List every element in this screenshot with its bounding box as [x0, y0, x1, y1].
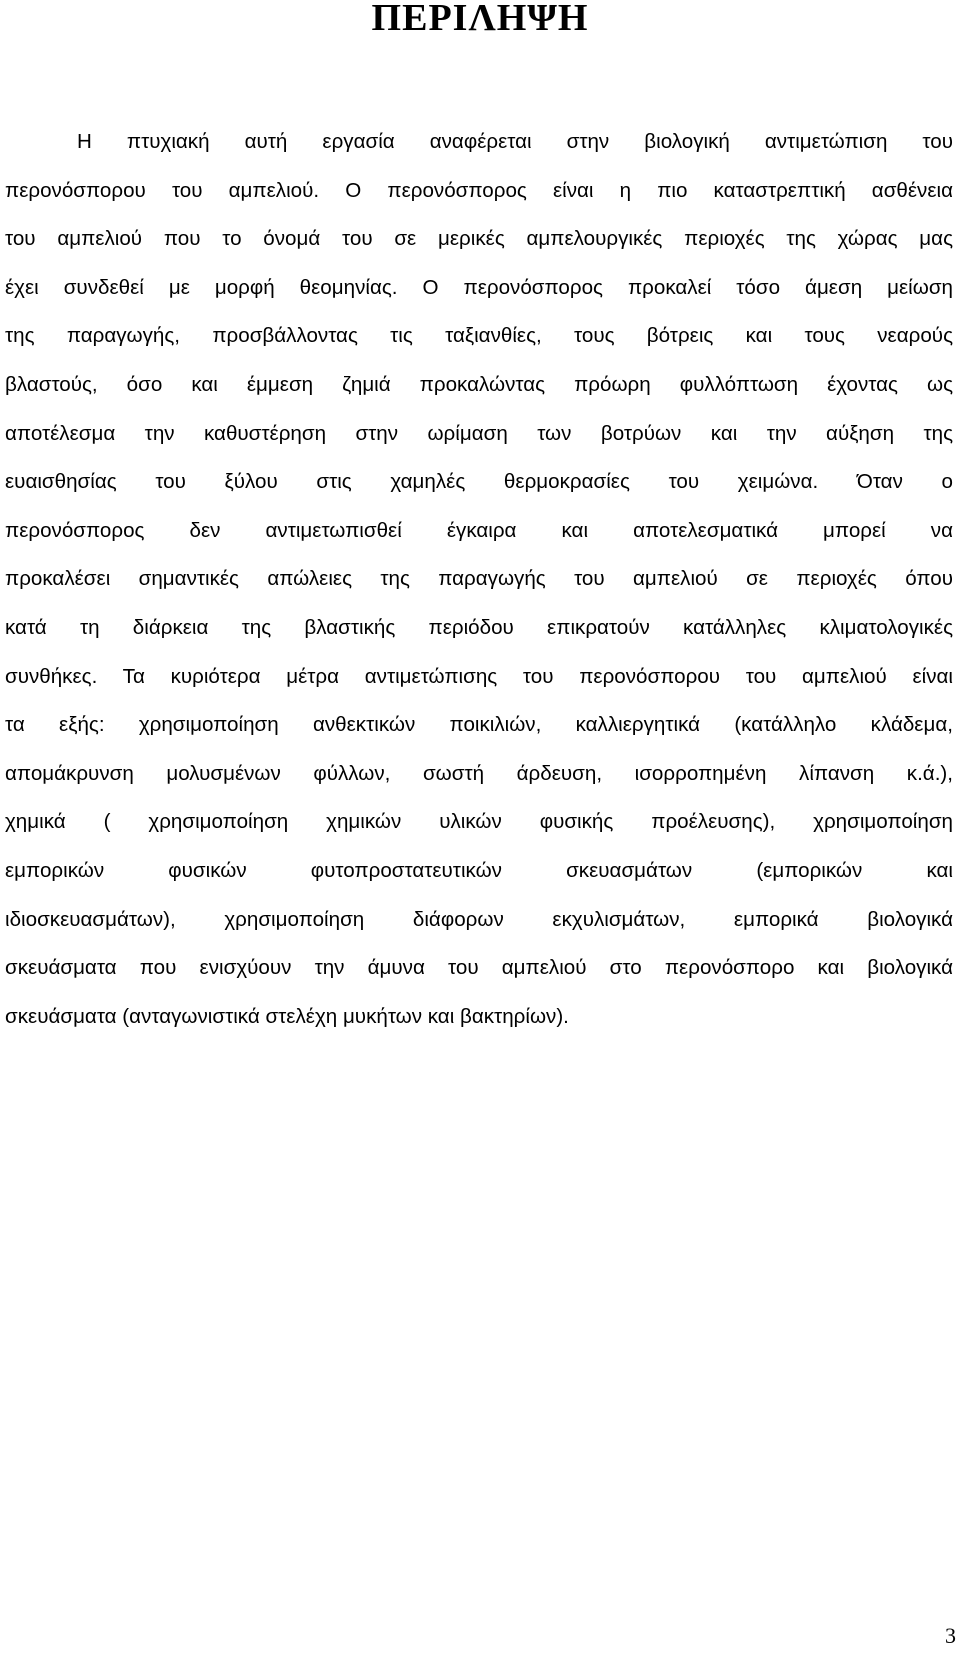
paragraph-line: του αμπελιού που το όνομά του σε μερικές αμπελουργικές περιοχές της χώρας μας: [5, 227, 953, 251]
paragraph-line: εμπορικών φυσικών φυτοπροστατευτικών σκευασμάτων (εμπορικών και: [5, 858, 953, 882]
paragraph-line: ιδιοσκευασμάτων), χρησιμοποίηση διάφορων εκχυλισμάτων, εμπορικά βιολογικά: [5, 907, 953, 931]
paragraph-line: σκευάσματα (ανταγωνιστικά στελέχη μυκήτων και βακτηρίων).: [5, 1004, 569, 1028]
paragraph-line: της παραγωγής, προσβάλλοντας τις ταξιανθίες, τους βότρεις και τους νεαρούς: [5, 324, 953, 348]
paragraph-line: χημικά ( χρησιμοποίηση χημικών υλικών φυσικής προέλευσης), χρησιμοποίηση: [5, 810, 953, 834]
paragraph-line: απομάκρυνση μολυσμένων φύλλων, σωστή άρδευση, ισορροπημένη λίπανση κ.ά.),: [5, 761, 953, 785]
paragraph-line: συνθήκες. Τα κυριότερα μέτρα αντιμετώπισης του περονόσπορου του αμπελιού είναι: [5, 664, 953, 688]
paragraph-line: περονόσπορος δεν αντιμετωπισθεί έγκαιρα και αποτελεσματικά μπορεί να: [5, 518, 953, 542]
page-number: 3: [945, 1623, 956, 1648]
paragraph-line: ευαισθησίας του ξύλου στις χαμηλές θερμοκρασίες του χειμώνα. Όταν ο: [5, 470, 953, 494]
paragraph-line: σκευάσματα που ενισχύουν την άμυνα του αμπελιού στο περονόσπορο και βιολογικά: [5, 956, 953, 980]
paragraph-line: τα εξής: χρησιμοποίηση ανθεκτικών ποικιλιών, καλλιεργητικά (κατάλληλο κλάδεμα,: [5, 713, 953, 737]
paragraph-line: Η πτυχιακή αυτή εργασία αναφέρεται στην βιολογική αντιμετώπιση του: [77, 130, 953, 153]
abstract-paragraph: [5, 118, 953, 1041]
page-title: ΠΕΡΙΛΗΨΗ: [371, 0, 589, 39]
paragraph-line: περονόσπορου του αμπελιού. Ο περονόσπορος είναι η πιο καταστρεπτική ασθένεια: [5, 178, 953, 202]
paragraph-line: έχει συνδεθεί με μορφή θεομηνίας. Ο περονόσπορος προκαλεί τόσο άμεση μείωση: [5, 275, 953, 299]
paragraph-line: βλαστούς, όσο και έμμεση ζημιά προκαλώντας πρόωρη φυλλόπτωση έχοντας ως: [5, 372, 953, 396]
paragraph-line: κατά τη διάρκεια της βλαστικής περιόδου επικρατούν κατάλληλες κλιματολογικές: [5, 615, 953, 639]
paragraph-line: αποτέλεσμα την καθυστέρηση στην ωρίμαση των βοτρύων και την αύξηση της: [5, 421, 953, 445]
paragraph-line: προκαλέσει σημαντικές απώλειες της παραγωγής του αμπελιού σε περιοχές όπου: [5, 567, 953, 591]
